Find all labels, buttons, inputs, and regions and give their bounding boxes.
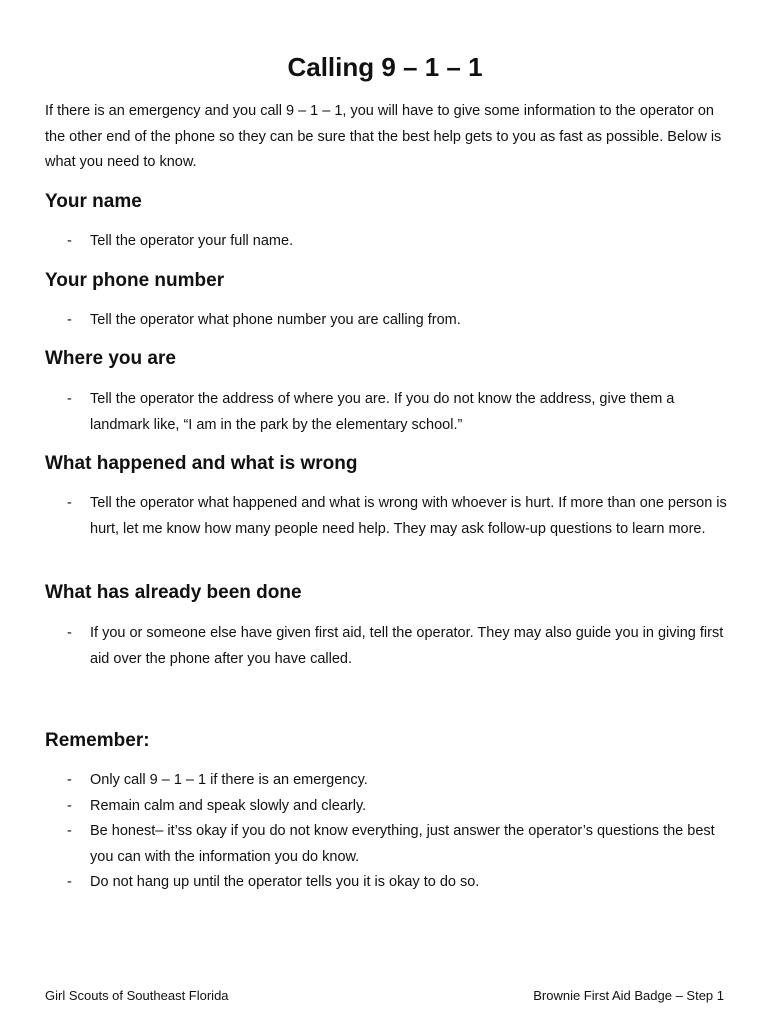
list-item — [45, 794, 735, 820]
list-item — [45, 491, 735, 542]
list-item — [45, 870, 735, 896]
list-your-name — [45, 229, 735, 255]
heading-where-you-are: Where you are — [45, 348, 176, 369]
page-title: Calling 9 – 1 – 1 — [287, 52, 483, 82]
heading-already-done: What has already been done — [45, 582, 302, 603]
bullet-dash: - — [67, 312, 72, 328]
bullet-dash: - — [67, 495, 72, 511]
footer-organization: Girl Scouts of Southeast Florida — [45, 988, 229, 1003]
intro-paragraph: If there is an emergency and you call 9 – 1 – 1, you will have to give some information to the operator on the other end of the phone so they can be sure that the best help gets to you as fast as possible. Below is what you need to know. — [45, 103, 722, 170]
bullet-dash: - — [67, 874, 72, 890]
heading-remember: Remember: — [45, 730, 150, 751]
bullet-dash: - — [67, 625, 72, 641]
list-your-phone-number — [45, 308, 735, 334]
list-item-text: Tell the operator the address of where you are. If you do not know the address, give them a landmark like, “I am in the park by the elementary school.” — [90, 391, 675, 433]
list-item-text: Remain calm and speak slowly and clearly. — [90, 797, 367, 814]
bullet-dash: - — [67, 233, 72, 249]
list-item-text: Tell the operator what phone number you are calling from. — [90, 312, 461, 328]
list-item-text: Tell the operator your full name. — [90, 233, 294, 249]
bullet-dash: - — [67, 391, 72, 407]
list-item-text: If you or someone else have given first aid, tell the operator. They may also guide you in giving first aid over the phone after you have called. — [90, 625, 724, 667]
list-item — [45, 621, 735, 672]
bullet-dash: - — [67, 797, 72, 814]
list-item — [45, 387, 735, 438]
list-remember — [45, 768, 735, 896]
list-already-done — [45, 621, 735, 672]
heading-what-happened: What happened and what is wrong — [45, 453, 358, 474]
list-what-happened — [45, 491, 735, 542]
bullet-dash: - — [67, 823, 72, 839]
list-item — [45, 768, 735, 794]
list-item — [45, 308, 735, 334]
footer-badge-step: Brownie First Aid Badge – Step 1 — [533, 988, 724, 1003]
list-item-text: Do not hang up until the operator tells you it is okay to do so. — [90, 874, 480, 890]
heading-your-phone-number: Your phone number — [45, 270, 225, 291]
list-where-you-are — [45, 387, 735, 438]
list-item-text: Only call 9 – 1 – 1 if there is an emergency. — [90, 772, 368, 788]
list-item — [45, 229, 735, 255]
list-item — [45, 819, 735, 870]
list-item-text: Be honest– it’ss okay if you do not know everything, just answer the operator’s questions the best you can with the information you do know. — [90, 823, 715, 865]
list-item-text: Tell the operator what happened and what is wrong with whoever is hurt. If more than one person is hurt, let me know how many people need help. They may ask follow-up questions to learn more. — [90, 495, 727, 537]
bullet-dash: - — [67, 772, 72, 788]
heading-your-name: Your name — [45, 191, 142, 212]
